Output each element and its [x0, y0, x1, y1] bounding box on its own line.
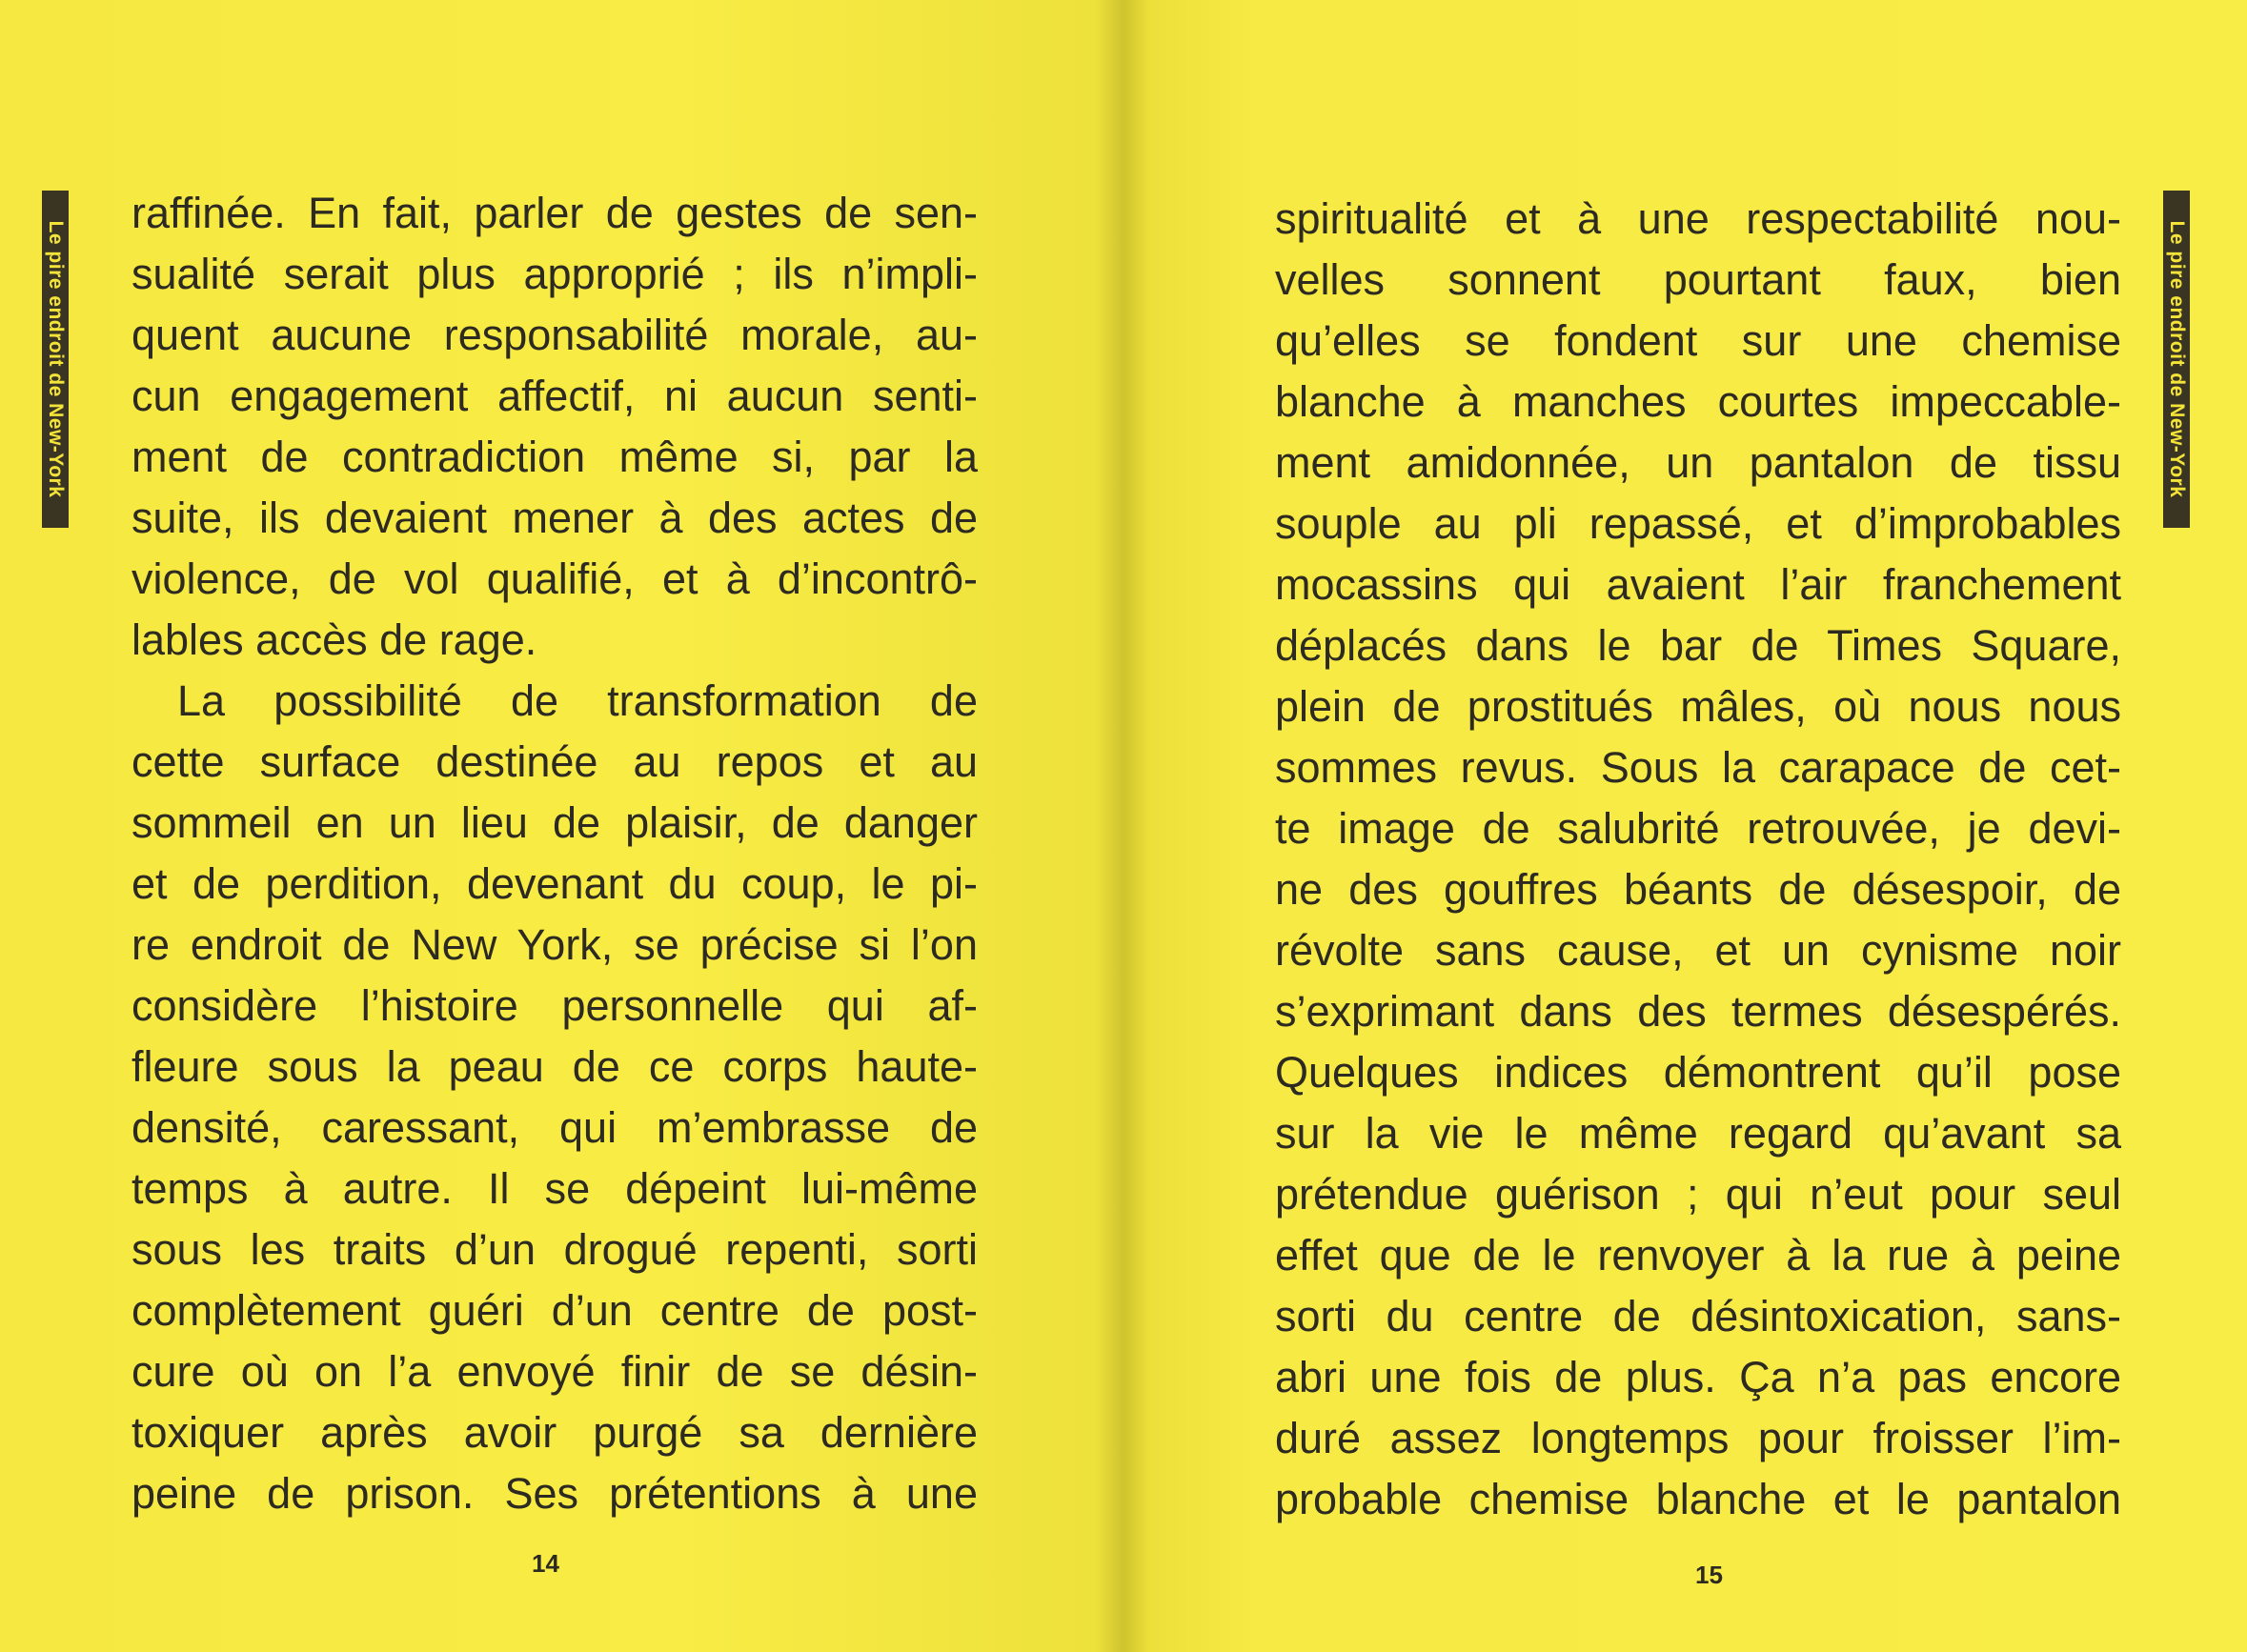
text-line: cure où on l’a envoyé finir de se désin-	[132, 1347, 978, 1396]
text-line: Quelques indices démontrent qu’il pose	[1275, 1048, 2121, 1097]
text-line: duré assez longtemps pour froisser l’im-	[1275, 1414, 2121, 1462]
text-line: ne des gouffres béants de désespoir, de	[1275, 865, 2121, 914]
text-line: qu’elles se fondent sur une chemise	[1275, 316, 2121, 365]
text-line: peine de prison. Ses prétentions à une	[132, 1469, 978, 1518]
text-line: et de perdition, devenant du coup, le pi-	[132, 859, 978, 908]
text-line: révolte sans cause, et un cynisme noir	[1275, 926, 2121, 975]
text-line: temps à autre. Il se dépeint lui-même	[132, 1164, 978, 1213]
text-line: blanche à manches courtes impeccable-	[1275, 377, 2121, 426]
text-line: velles sonnent pourtant faux, bien	[1275, 255, 2121, 304]
text-line: probable chemise blanche et le pantalon	[1275, 1475, 2121, 1523]
text-line: quent aucune responsabilité morale, au-	[132, 311, 978, 359]
text-line: lables accès de rage.	[132, 615, 537, 664]
text-line: sualité serait plus approprié ; ils n’impli-	[132, 250, 978, 298]
text-line: suite, ils devaient mener à des actes de	[132, 494, 978, 542]
text-line: sous les traits d’un drogué repenti, sorti	[132, 1225, 978, 1274]
text-line: sur la vie le même regard qu’avant sa	[1275, 1109, 2121, 1158]
text-line: souple au pli repassé, et d’improbables	[1275, 499, 2121, 548]
text-line: plein de prostitués mâles, où nous nous	[1275, 682, 2121, 731]
right-page	[1121, 0, 2247, 1652]
text-line: spiritualité et à une respectabilité nou-	[1275, 194, 2121, 243]
text-line: déplacés dans le bar de Times Square,	[1275, 621, 2121, 670]
text-line: violence, de vol qualifié, et à d’incontrô-	[132, 554, 978, 603]
text-line: fleure sous la peau de ce corps haute-	[132, 1042, 978, 1091]
page-number-left: 14	[532, 1549, 559, 1578]
text-line: La possibilité de transformation de	[177, 676, 978, 725]
running-head-right: Le pire endroit de New-York	[2166, 220, 2188, 498]
text-line: abri une fois de plus. Ça n’a pas encore	[1275, 1353, 2121, 1401]
left-page-text	[132, 183, 978, 1524]
text-line: mocassins qui avaient l’air franchement	[1275, 560, 2121, 609]
running-head-left: Le pire endroit de New-York	[45, 220, 67, 498]
text-line: ment amidonnée, un pantalon de tissu	[1275, 438, 2121, 487]
text-line: s’exprimant dans des termes désespérés.	[1275, 987, 2121, 1036]
text-line: effet que de le renvoyer à la rue à peine	[1275, 1231, 2121, 1279]
text-line: sorti du centre de désintoxication, sans-	[1275, 1292, 2121, 1340]
text-line: ment de contradiction même si, par la	[132, 433, 978, 481]
text-line: cun engagement affectif, ni aucun senti-	[132, 372, 978, 420]
text-line: considère l’histoire personnelle qui af-	[132, 981, 978, 1030]
left-page	[0, 0, 1121, 1652]
page-number-right: 15	[1695, 1561, 1723, 1589]
book-gutter	[1096, 0, 1149, 1652]
text-line: re endroit de New York, se précise si l’on	[132, 920, 978, 969]
text-line: prétendue guérison ; qui n’eut pour seul	[1275, 1170, 2121, 1219]
text-line: te image de salubrité retrouvée, je devi-	[1275, 804, 2121, 853]
text-line: densité, caressant, qui m’embrasse de	[132, 1103, 978, 1152]
text-line: sommeil en un lieu de plaisir, de danger	[132, 798, 978, 847]
text-line: raffinée. En fait, parler de gestes de sen-	[132, 189, 978, 237]
text-line: complètement guéri d’un centre de post-	[132, 1286, 978, 1335]
running-head-tab-right	[2163, 191, 2190, 528]
running-head-tab-left	[42, 191, 69, 528]
text-line: sommes revus. Sous la carapace de cet-	[1275, 743, 2121, 792]
text-line: toxiquer après avoir purgé sa dernière	[132, 1408, 978, 1457]
text-line: cette surface destinée au repos et au	[132, 737, 978, 786]
right-page-text	[1275, 189, 2121, 1530]
